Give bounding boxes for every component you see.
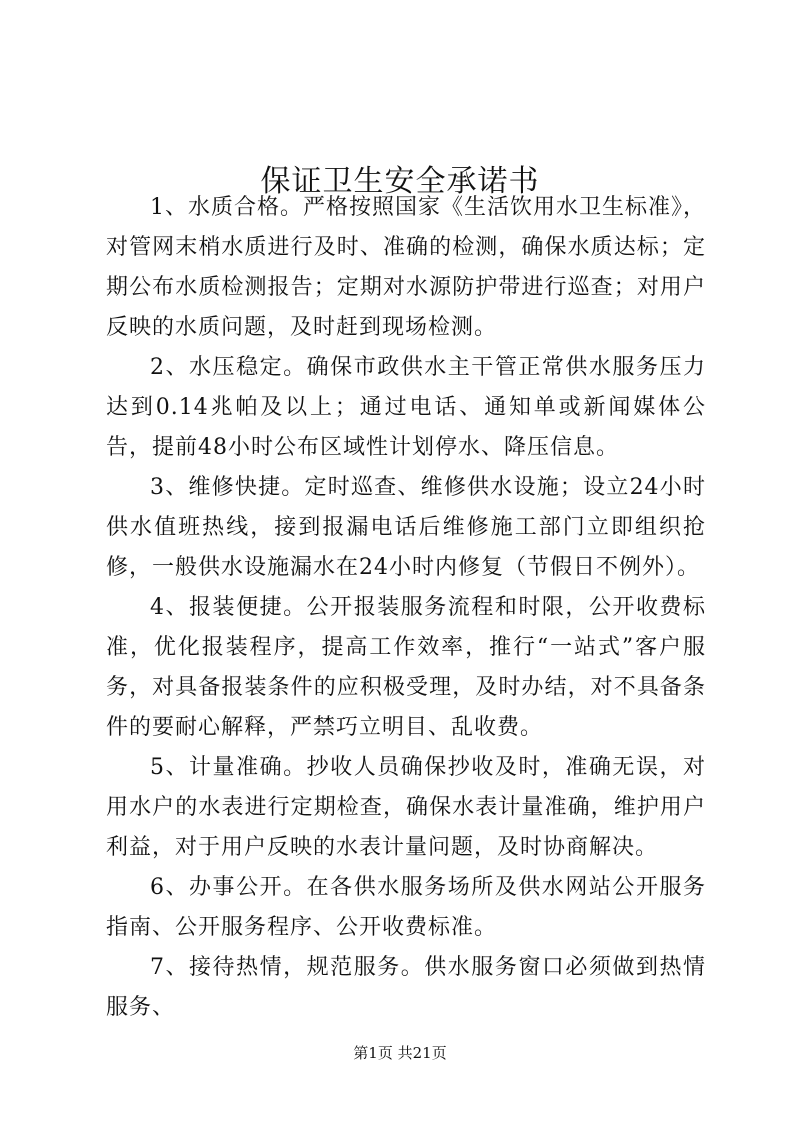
- paragraph-item-4: 4、报装便捷。公开报装服务流程和时限，公开收费标准，优化报装程序，提高工作效率，推行“一站式”客户服务，对具备报装条件的应积极受理，及时办结，对不具备条件的要耐心解释，严禁巧立明目、乱收费。: [106, 595, 706, 740]
- paragraph-item-6: 6、办事公开。在各供水服务场所及供水网站公开服务指南、公开服务程序、公开收费标准。: [106, 875, 706, 940]
- paragraph-item-1: 1、水质合格。严格按照国家《生活饮用水卫生标准》，对管网末梢水质进行及时、准确的检测，确保水质达标；定期公布水质检测报告；定期对水源防护带进行巡查；对用户反映的水质问题，及时赶到现场检测。: [106, 195, 706, 340]
- page-number-footer: 第1页 共21页: [353, 1044, 447, 1062]
- paragraph-item-3: 3、维修快捷。定时巡查、维修供水设施；设立24小时供水值班热线，接到报漏电话后维修施工部门立即组织抢修，一般供水设施漏水在24小时内修复（节假日不例外）。: [106, 475, 706, 580]
- document-body: [106, 188, 706, 1028]
- paragraph-item-2: 2、水压稳定。确保市政供水主干管正常供水服务压力达到0.14兆帕及以上；通过电话、通知单或新闻媒体公告，提前48小时公布区域性计划停水、降压信息。: [106, 355, 706, 460]
- document-title: 保证卫生安全承诺书: [260, 164, 540, 200]
- paragraph-item-5: 5、计量准确。抄收人员确保抄收及时，准确无误，对用水户的水表进行定期检查，确保水表计量准确，维护用户利益，对于用户反映的水表计量问题，及时协商解决。: [106, 755, 706, 860]
- paragraph-item-7: 7、接待热情，规范服务。供水服务窗口必须做到热情服务、: [106, 955, 706, 1020]
